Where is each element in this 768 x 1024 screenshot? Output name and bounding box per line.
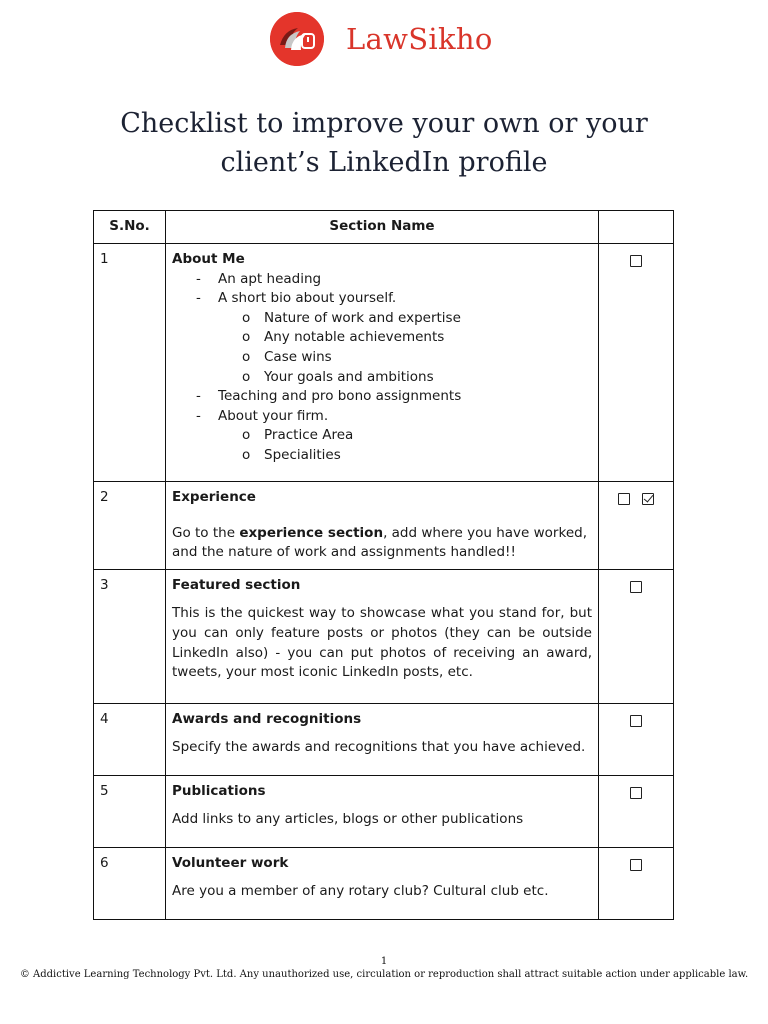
sub-list-item: o Any notable achievements: [218, 328, 592, 348]
section-description: Add links to any articles, blogs or other publications: [172, 811, 524, 828]
copyright-notice: © Addictive Learning Technology Pvt. Ltd. Any unauthorized use, circulation or reproduction shall attract suitable action under applicable law.: [19, 969, 749, 980]
text-part: , add where you have worked, and the nature of work and assignments handled!!: [172, 524, 587, 561]
sub-list: [218, 309, 592, 387]
section-title: Volunteer work: [172, 854, 289, 871]
row-number: 1: [94, 244, 166, 482]
section-title: About Me: [172, 251, 245, 267]
checkbox[interactable]: [630, 859, 642, 871]
checkbox[interactable]: [618, 493, 630, 505]
brand-name: LawSikho: [346, 22, 493, 56]
table-row: [94, 847, 674, 919]
sub-list-item: o Your goals and ambitions: [218, 368, 592, 388]
title-line-2: client’s LinkedIn profile: [220, 147, 548, 178]
row-number: 5: [94, 775, 166, 847]
list-item-label: About your firm.: [218, 407, 329, 424]
table-header-row: [94, 211, 674, 244]
check-cell: [599, 482, 674, 570]
section-description: Are you a member of any rotary club? Cultural club etc.: [172, 883, 549, 900]
text-part: Go to the: [172, 524, 240, 541]
row-content: [166, 244, 599, 482]
sub-list-item: o Nature of work and expertise: [218, 309, 592, 329]
table-row: [94, 775, 674, 847]
check-cell: [599, 703, 674, 775]
page-footer: [0, 955, 768, 981]
header-check: [599, 211, 674, 244]
check-cell: [599, 244, 674, 482]
table-row: [94, 244, 674, 482]
row-number: 2: [94, 482, 166, 570]
sub-list: [218, 426, 592, 465]
row-content: [166, 775, 599, 847]
page-title: [0, 104, 768, 182]
row-content: [166, 703, 599, 775]
title-line-1: Checklist to improve your own or your: [120, 108, 648, 139]
brand-logo: [270, 12, 493, 66]
row-content: [166, 569, 599, 703]
sub-list-item: o Case wins: [218, 348, 592, 368]
section-description: Specify the awards and recognitions that you have achieved.: [172, 739, 586, 756]
section-title: Featured section: [172, 576, 301, 593]
row-number: 4: [94, 703, 166, 775]
row-number: 6: [94, 847, 166, 919]
list-item: [172, 407, 592, 466]
section-title: Awards and recognitions: [172, 710, 362, 727]
checkbox[interactable]: [630, 787, 642, 799]
text-bold: experience section: [239, 524, 384, 541]
section-title: Experience: [172, 489, 256, 505]
list-item: [172, 289, 592, 387]
checkbox[interactable]: [630, 255, 642, 267]
list-item: - Teaching and pro bono assignments: [172, 387, 592, 407]
about-me-list: [172, 270, 592, 466]
section-description: [172, 524, 592, 563]
logo-icon: [270, 12, 324, 66]
table-row: [94, 482, 674, 570]
check-cell: [599, 569, 674, 703]
table-row: [94, 703, 674, 775]
sub-list-item: o Specialities: [218, 446, 592, 466]
section-description: This is the quickest way to showcase what you stand for, but you can only feature posts or photos (they can be outside LinkedIn also) - you can put photos of receiving an award, tweets, your most iconic LinkedIn posts, etc.: [172, 605, 592, 681]
checkbox-checked[interactable]: [642, 493, 654, 505]
row-content: [166, 847, 599, 919]
checklist-table: [93, 210, 674, 920]
list-item: - An apt heading: [172, 270, 592, 290]
section-title: Publications: [172, 782, 266, 799]
list-item-label: A short bio about yourself.: [218, 290, 397, 307]
table-row: [94, 569, 674, 703]
checkbox[interactable]: [630, 715, 642, 727]
row-content: [166, 482, 599, 570]
page-number: 1: [380, 956, 388, 967]
checkbox[interactable]: [630, 581, 642, 593]
header-sno: S.No.: [94, 211, 166, 244]
header-section-name: Section Name: [166, 211, 599, 244]
row-number: 3: [94, 569, 166, 703]
check-cell: [599, 847, 674, 919]
sub-list-item: o Practice Area: [218, 426, 592, 446]
check-cell: [599, 775, 674, 847]
